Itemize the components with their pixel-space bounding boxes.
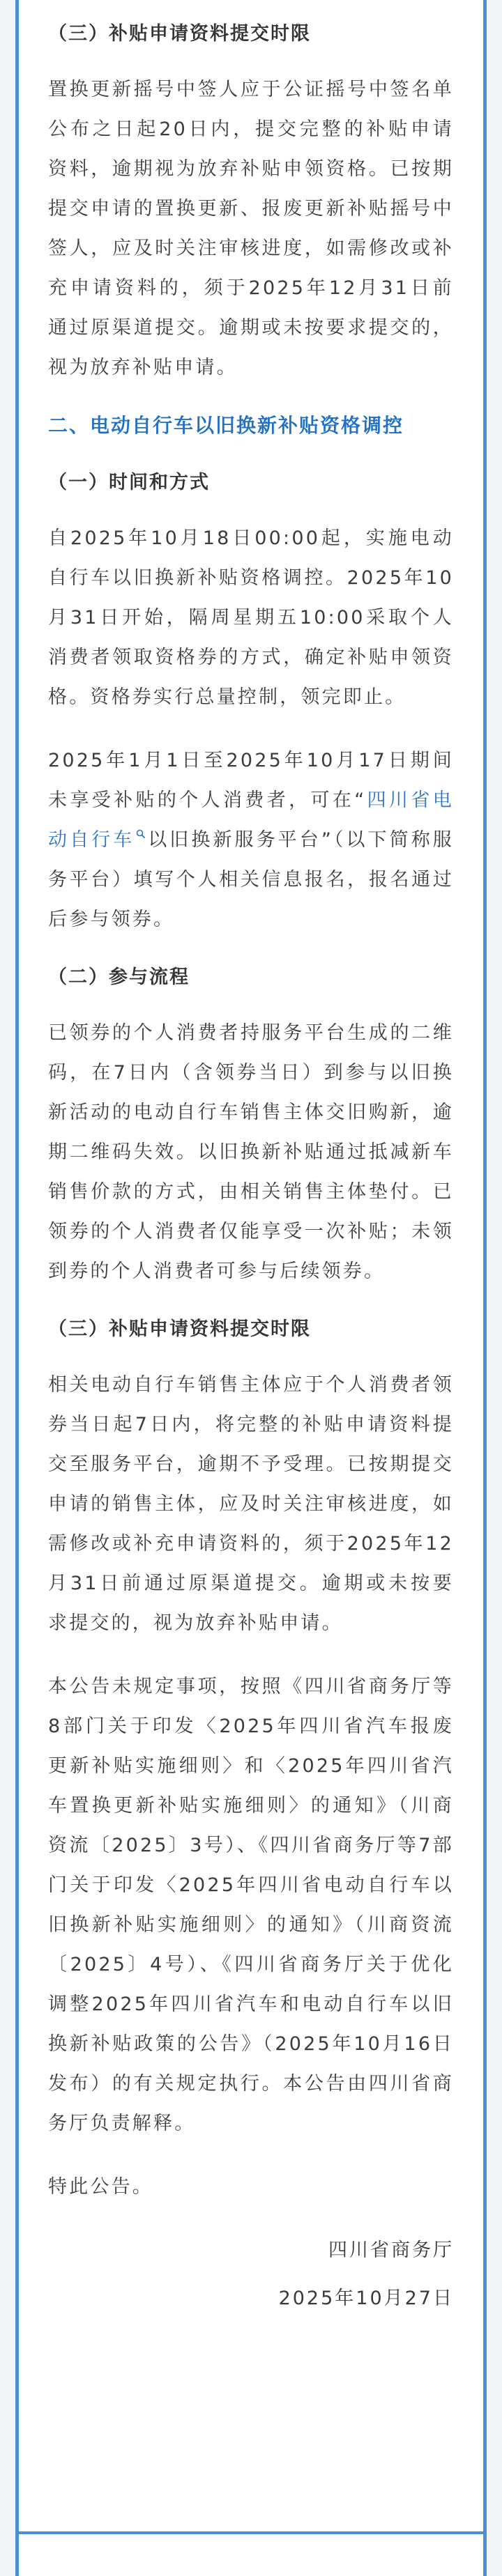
notice-line: 特此公告。 xyxy=(48,2176,153,2198)
paragraph-car-submission: 置换更新摇号中签人应于公证摇号中签名单公布之日起20日内，提交完整的补贴申请资料，逾期视为放弃补贴申领资格。已按期提交申请的置换更新、报废更新补贴摇号中签人，应及时关注审核进度，如需修改或补充申请资料的，须于2025年12月31日前通过原渠道提交。逾期或未按要求提交的，视为放弃补贴申请。 xyxy=(48,79,454,378)
paragraph-process: 已领券的个人消费者持服务平台生成的二维码，在7日内（含领券当日）到参与以旧换新活动的电动自行车销售主体交旧购新，逾期二维码失效。以旧换新补贴通过抵减新车销售价款的方式，由相关销售主体垫付。已领券的个人消费者仅能享受一次补贴；未领到券的个人消费者可参与后续领券。 xyxy=(48,1022,454,1282)
paragraph-registration xyxy=(48,741,454,939)
subheading-time-method: （一）时间和方式 xyxy=(48,472,210,493)
issue-date: 2025年10月27日 xyxy=(278,2288,454,2309)
subheading-process: （二）参与流程 xyxy=(48,966,190,988)
registration-text-end: 以旧换新服务平台”（以下简称服务平台）填写个人相关信息报名，报名通过后参与领券。 xyxy=(48,829,454,930)
registration-text-start: 2025年1月1日至2025年10月17日期间未享受补贴的个人消费者，可在“ xyxy=(48,750,454,811)
subheading-submission-deadline-ebike: （三）补贴申请资料提交时限 xyxy=(48,1318,311,1340)
section-title-ebike: 二、电动自行车以旧换新补贴资格调控 xyxy=(48,414,404,437)
paragraph-time-method: 自2025年10月18日00:00起，实施电动自行车以旧换新补贴资格调控。2025年10月31日开始，隔周星期五10:00采取个人消费者领取资格券的方式，确定补贴申领资格。资格券实行总量控制，领完即止。 xyxy=(48,527,454,708)
platform-link-text: 四川省电动自行车 xyxy=(48,789,454,851)
paragraph-ebike-submission: 相关电动自行车销售主体应于个人消费者领券当日起7日内，将完整的补贴申请资料提交至服务平台，逾期不予受理。已按期提交申请的销售主体，应及时关注审核进度，如需修改或补充申请资料的，须于2025年12月31日前通过原渠道提交。逾期或未按要求提交的，视为放弃补贴申请。 xyxy=(48,1374,454,1634)
section-heading-submission-deadline-car: （三）补贴申请资料提交时限 xyxy=(48,23,311,45)
paragraph-closing: 本公告未规定事项，按照《四川省商务厅等8部门关于印发〈2025年四川省汽车报废更新补贴实施细则〉和〈2025年四川省汽车置换更新补贴实施细则〉的通知》（川商资流〔2025〕3号）、《四川省商务厅等7部门关于印发〈2025年四川省电动自行车以旧换新补贴实施细则〉的通知》（川商资流〔2025〕4号）、《四川省商务厅关于优化调整2025年四川省汽车和电动自行车以旧换新补贴政策的公告》（2025年10月16日发布）的有关规定执行。本公告由四川省商务厅负责解释。 xyxy=(48,1676,454,2134)
announcement-card xyxy=(15,0,487,2576)
issuing-organization: 四川省商务厅 xyxy=(328,2239,454,2261)
search-icon xyxy=(136,829,146,839)
